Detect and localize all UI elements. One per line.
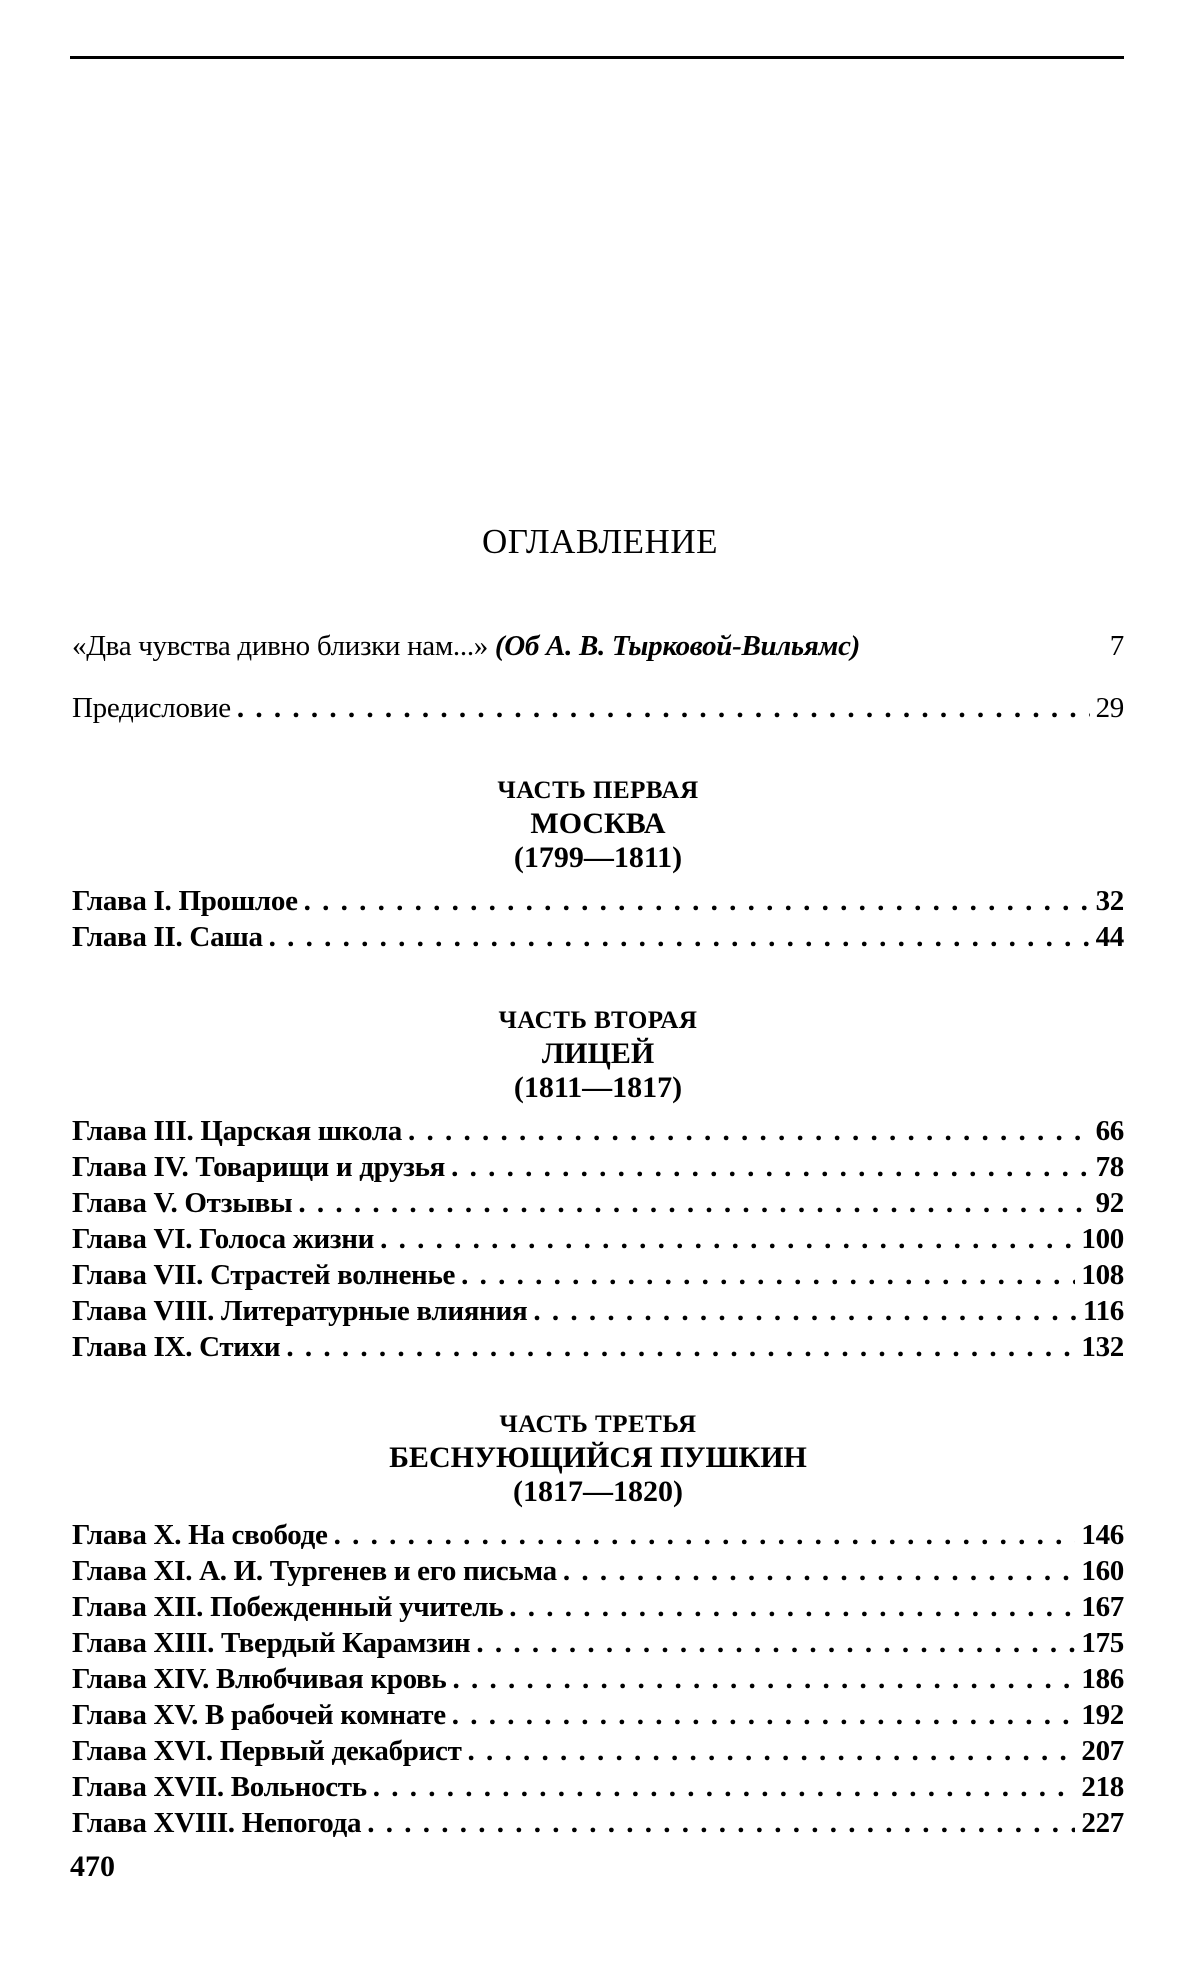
toc-entry[interactable] bbox=[72, 1149, 1124, 1185]
entry-label: Глава XIII. Твердый Карамзин bbox=[72, 1627, 471, 1659]
entry-page: 108 bbox=[1081, 1259, 1124, 1291]
toc-entry[interactable] bbox=[72, 1553, 1124, 1589]
toc-entry[interactable] bbox=[72, 1221, 1124, 1257]
entry-label: Глава IV. Товарищи и друзья bbox=[72, 1151, 446, 1183]
toc-intro bbox=[72, 628, 1124, 726]
entry-page: 32 bbox=[1095, 885, 1124, 917]
entry-page: 175 bbox=[1081, 1627, 1124, 1659]
part-label: ЧАСТЬ ТРЕТЬЯ bbox=[499, 1411, 697, 1438]
toc-entry[interactable] bbox=[72, 1257, 1124, 1293]
entry-page: 167 bbox=[1081, 1591, 1124, 1623]
entry-label: Глава XIV. Влюбчивая кровь bbox=[72, 1663, 447, 1695]
entry-page: 44 bbox=[1095, 921, 1124, 953]
entry-page: 207 bbox=[1081, 1735, 1124, 1767]
leader-dots bbox=[563, 1553, 1076, 1589]
part-heading bbox=[72, 1008, 1124, 1103]
toc-entry[interactable] bbox=[72, 1805, 1124, 1841]
entry-title: «Два чувства дивно близки нам...» bbox=[72, 630, 488, 662]
toc-entry[interactable] bbox=[72, 1661, 1124, 1697]
toc-entry[interactable] bbox=[72, 1697, 1124, 1733]
entry-page: 160 bbox=[1081, 1555, 1124, 1587]
toc-entry[interactable] bbox=[72, 1185, 1124, 1221]
toc-entry[interactable] bbox=[72, 1625, 1124, 1661]
part-years: (1799—1811) bbox=[513, 841, 683, 874]
entry-page: 218 bbox=[1081, 1771, 1124, 1803]
leader-dots bbox=[304, 883, 1090, 919]
entry-page: 29 bbox=[1095, 692, 1124, 724]
leader-dots bbox=[468, 1733, 1076, 1769]
entry-label: Предисловие bbox=[72, 692, 231, 724]
leader-dots bbox=[286, 1329, 1075, 1365]
part-heading bbox=[72, 778, 1124, 873]
toc-entry[interactable] bbox=[72, 1113, 1124, 1149]
page-title: ОГЛАВЛЕНИЕ bbox=[482, 522, 718, 561]
leader-dots bbox=[476, 1625, 1075, 1661]
toc-entry[interactable] bbox=[72, 1517, 1124, 1553]
entry-page: 146 bbox=[1081, 1519, 1124, 1551]
leader-dots bbox=[509, 1589, 1075, 1625]
toc-entry[interactable] bbox=[72, 1733, 1124, 1769]
entry-label: Глава VIII. Литературные влияния bbox=[72, 1295, 528, 1327]
entry-page: 227 bbox=[1081, 1807, 1124, 1839]
toc-entry[interactable] bbox=[72, 883, 1124, 919]
leader-dots bbox=[451, 1149, 1090, 1185]
part-years: (1817—1820) bbox=[513, 1475, 683, 1508]
entry-label: Глава V. Отзывы bbox=[72, 1187, 293, 1219]
toc-entry[interactable] bbox=[72, 919, 1124, 955]
entry-page: 7 bbox=[1109, 630, 1124, 662]
entry-label: Глава XV. В рабочей комнате bbox=[72, 1699, 446, 1731]
entry-label: Глава XII. Побежденный учитель bbox=[72, 1591, 504, 1623]
entry-label: Глава VI. Голоса жизни bbox=[72, 1223, 375, 1255]
leader-dots bbox=[237, 690, 1090, 726]
entry-label: Глава VII. Страстей волненье bbox=[72, 1259, 456, 1291]
entry-label: Глава X. На свободе bbox=[72, 1519, 328, 1551]
part-label: ЧАСТЬ ПЕРВАЯ bbox=[497, 777, 699, 804]
entry-page: 192 bbox=[1081, 1699, 1124, 1731]
entry-label: Глава I. Прошлое bbox=[72, 885, 298, 917]
leader-dots bbox=[334, 1517, 1076, 1553]
toc-entry-intro-essay[interactable] bbox=[72, 628, 1124, 664]
toc-part-1 bbox=[72, 778, 1124, 955]
entry-label: Глава XVII. Вольность bbox=[72, 1771, 367, 1803]
part-name: МОСКВА bbox=[530, 807, 666, 840]
part-name: ЛИЦЕЙ bbox=[541, 1037, 655, 1070]
leader-dots bbox=[452, 1697, 1076, 1733]
leader-dots bbox=[380, 1221, 1075, 1257]
entry-label: Глава XVI. Первый декабрист bbox=[72, 1735, 462, 1767]
entry-label: Глава III. Царская школа bbox=[72, 1115, 402, 1147]
entry-page: 186 bbox=[1081, 1663, 1124, 1695]
leader-dots bbox=[408, 1113, 1090, 1149]
entry-label: Глава XI. А. И. Тургенев и его письма bbox=[72, 1555, 557, 1587]
toc-entry[interactable] bbox=[72, 1769, 1124, 1805]
entry-label bbox=[72, 628, 860, 664]
toc-entry-preface[interactable] bbox=[72, 690, 1124, 726]
leader-dots bbox=[452, 1661, 1075, 1697]
leader-dots bbox=[298, 1185, 1089, 1221]
entry-label: Глава II. Саша bbox=[72, 921, 263, 953]
entry-page: 66 bbox=[1095, 1115, 1124, 1147]
leader-dots bbox=[461, 1257, 1075, 1293]
entry-page: 92 bbox=[1095, 1187, 1124, 1219]
entry-label: Глава XVIII. Непогода bbox=[72, 1807, 362, 1839]
part-years: (1811—1817) bbox=[513, 1071, 683, 1104]
toc-entry[interactable] bbox=[72, 1293, 1124, 1329]
part-name: БЕСНУЮЩИЙСЯ ПУШКИН bbox=[389, 1441, 807, 1474]
leader-dots bbox=[269, 919, 1090, 955]
entry-label: Глава IX. Стихи bbox=[72, 1331, 281, 1363]
leader-dots bbox=[367, 1805, 1075, 1841]
toc-entry[interactable] bbox=[72, 1329, 1124, 1365]
entry-page: 78 bbox=[1095, 1151, 1124, 1183]
leader-dots bbox=[373, 1769, 1076, 1805]
entry-page: 100 bbox=[1081, 1223, 1124, 1255]
part-label: ЧАСТЬ ВТОРАЯ bbox=[498, 1007, 698, 1034]
entry-page: 116 bbox=[1083, 1295, 1124, 1327]
toc-part-3 bbox=[72, 1412, 1124, 1841]
top-rule bbox=[70, 56, 1124, 59]
entry-note: (Об А. В. Тырковой-Вильямс) bbox=[494, 630, 861, 662]
leader-dots bbox=[533, 1293, 1077, 1329]
toc-entry[interactable] bbox=[72, 1589, 1124, 1625]
part-heading bbox=[72, 1412, 1124, 1507]
page-number: 470 bbox=[70, 1850, 115, 1883]
toc-part-2 bbox=[72, 1008, 1124, 1365]
entry-page: 132 bbox=[1081, 1331, 1124, 1363]
